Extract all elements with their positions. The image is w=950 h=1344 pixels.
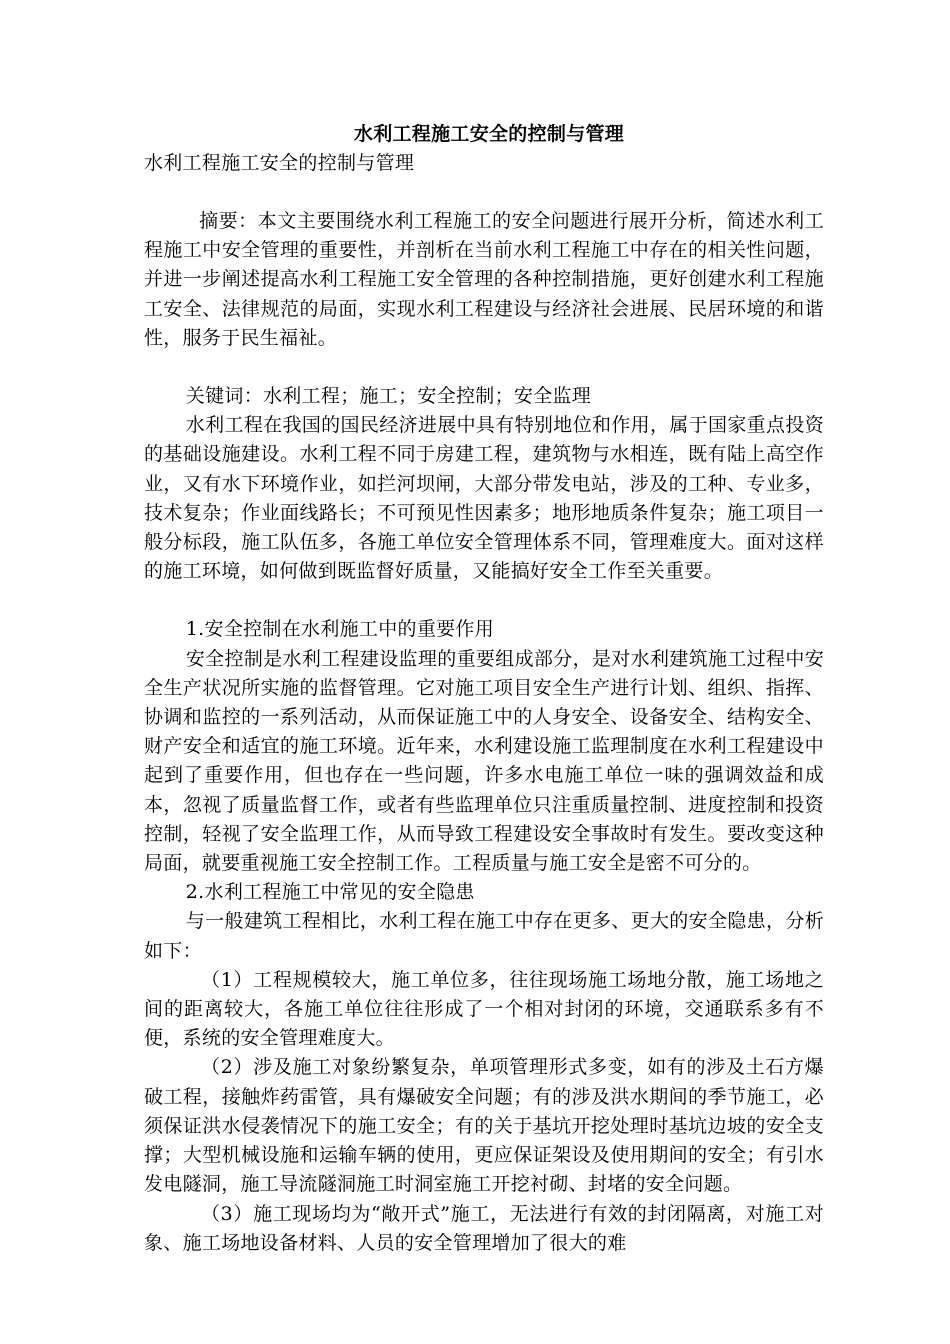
document-body [144, 120, 824, 1258]
list-item-2: （2）涉及施工对象纷繁复杂，单项管理形式多变，如有的涉及土石方爆破工程，接触炸药雷管，具有爆破安全问题；有的涉及洪水期间的季节施工，必须保证洪水侵袭情况下的施工安全；有的关于基坑开挖处理时基坑边坡的安全支撑；大型机械设施和运输车辆的使用，更应保证架设及使用期间的安全；有引水发电隧洞，施工导流隧洞施工时洞室施工开挖衬砌、封堵的安全问题。 [144, 1056, 824, 1196]
spacer [144, 178, 824, 207]
document-subtitle: 水利工程施工安全的控制与管理 [144, 152, 415, 174]
list-item-3: （3）施工现场均为“敞开式”施工，无法进行有效的封闭隔离，对施工对象、施工场地设备材料、人员的安全管理增加了很大的难 [144, 1202, 824, 1254]
keywords-line: 关键词：水利工程；施工；安全控制；安全监理 [185, 385, 592, 408]
section2-heading: 2.水利工程施工中常见的安全隐患 [185, 881, 475, 904]
spacer [144, 586, 824, 615]
section2-intro-paragraph: 与一般建筑工程相比，水利工程在施工中存在更多、更大的安全隐患，分析如下： [144, 910, 824, 962]
intro-paragraph: 水利工程在我国的国民经济进展中具有特别地位和作用，属于国家重点投资的基础设施建设。水利工程不同于房建工程，建筑物与水相连，既有陆上高空作业，又有水下环境作业，如拦河坝闸，大部分带发电站，涉及的工种、专业多，技术复杂；作业面线路长；不可预见性因素多；地形地质条件复杂；施工项目一般分标段，施工队伍多，各施工单位安全管理体系不同，管理难度大。面对这样的施工环境，如何做到既监督好质量，又能搞好安全工作至关重要。 [144, 414, 824, 583]
list-item-1: （1）工程规模较大，施工单位多，往往现场施工场地分散，施工场地之间的距离较大，各施工单位往往形成了一个相对封闭的环境，交通联系多有不便，系统的安全管理难度大。 [144, 968, 824, 1050]
section1-heading: 1.安全控制在水利施工中的重要作用 [185, 618, 495, 641]
section1-paragraph: 安全控制是水利工程建设监理的重要组成部分，是对水利建筑施工过程中安全生产状况所实施的监督管理。它对施工项目安全生产进行计划、组织、指挥、协调和监控的一系列活动，从而保证施工中的人身安全、设备安全、结构安全、财产安全和适宜的施工环境。近年来，水利建设施工监理制度在水利工程建设中起到了重要作用，但也存在一些问题，许多水电施工单位一味的强调效益和成本，忽视了质量监督工作，或者有些监理单位只注重质量控制、进度控制和投资控制，轻视了安全监理工作，从而导致工程建设安全事故时有发生。要改变这种局面，就要重视施工安全控制工作。工程质量与施工安全是密不可分的。 [144, 647, 824, 875]
abstract-paragraph: 摘要：本文主要围绕水利工程施工的安全问题进行展开分析，简述水利工程施工中安全管理的重要性，并剖析在当前水利工程施工中存在的相关性问题，并进一步阐述提高水利工程施工安全管理的各种控制措施，更好创建水利工程施工安全、法律规范的局面，实现水利工程建设与经济社会进展、民居环境的和谐性，服务于民生福祉。 [144, 210, 824, 349]
document-title: 水利工程施工安全的控制与管理 [353, 123, 625, 145]
spacer [144, 353, 824, 382]
